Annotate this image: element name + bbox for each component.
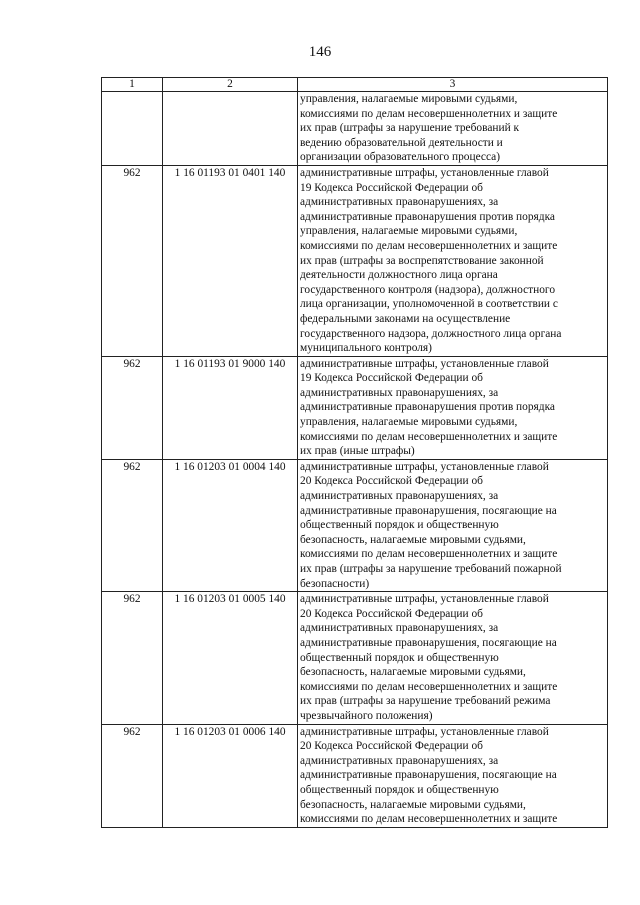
- description-line: безопасность, налагаемые мировыми судьями,: [300, 533, 526, 546]
- description-line: управления, налагаемые мировыми судьями,: [300, 225, 518, 238]
- table-row: [102, 592, 608, 724]
- description-line: их прав (штрафы за воспрепятствование законной: [300, 254, 544, 267]
- description-line: комиссиями по делам несовершеннолетних и защите: [300, 680, 558, 693]
- budget-classification-code-cell: 1 16 01193 01 9000 140: [163, 356, 298, 459]
- description-line: 20 Кодекса Российской Федерации об: [300, 607, 483, 620]
- admin-code-cell: 962: [102, 724, 163, 827]
- description-line: государственного надзора, должностного лица органа: [300, 327, 562, 340]
- description-line: муниципального контроля): [300, 342, 432, 355]
- description-line: административных правонарушениях, за: [300, 754, 499, 767]
- description-line: государственного контроля (надзора), должностного: [300, 283, 556, 296]
- table-row: [102, 165, 608, 356]
- budget-classification-code-cell: 1 16 01203 01 0006 140: [163, 724, 298, 827]
- description-line: ведению образовательной деятельности и: [300, 136, 503, 149]
- description-line: общественный порядок и общественную: [300, 651, 499, 664]
- table-header-row: [102, 78, 608, 92]
- budget-classification-code-cell: 1 16 01203 01 0004 140: [163, 459, 298, 591]
- description-line: административных правонарушениях, за: [300, 386, 499, 399]
- description-line: лица организации, уполномоченной в соответствии с: [300, 298, 558, 311]
- description-cell: [298, 592, 608, 724]
- column-header-1: 1: [102, 78, 163, 92]
- admin-code-cell: 962: [102, 165, 163, 356]
- description-line: организации образовательного процесса): [300, 151, 501, 164]
- budget-codes-table: [101, 77, 608, 828]
- table-row: [102, 92, 608, 166]
- description-line: административные правонарушения против порядка: [300, 210, 555, 223]
- description-line: их прав (штрафы за нарушение требований к: [300, 122, 520, 135]
- description-line: 19 Кодекса Российской Федерации об: [300, 372, 483, 385]
- table-row: [102, 459, 608, 591]
- description-line: чрезвычайного положения): [300, 709, 433, 722]
- admin-code-cell: 962: [102, 592, 163, 724]
- description-line: комиссиями по делам несовершеннолетних и защите: [300, 430, 558, 443]
- description-line: административные правонарушения против порядка: [300, 401, 555, 414]
- description-line: их прав (иные штрафы): [300, 445, 415, 458]
- description-cell: [298, 459, 608, 591]
- page-number: 146: [308, 44, 332, 60]
- description-line: административных правонарушениях, за: [300, 622, 499, 635]
- description-cell: [298, 165, 608, 356]
- column-header-3: 3: [298, 78, 608, 92]
- budget-classification-code-cell: [163, 92, 298, 166]
- admin-code-cell: 962: [102, 356, 163, 459]
- description-line: комиссиями по делам несовершеннолетних и защите: [300, 239, 558, 252]
- description-line: безопасность, налагаемые мировыми судьями,: [300, 666, 526, 679]
- column-header-2: 2: [163, 78, 298, 92]
- description-line: административные штрафы, установленные главой: [300, 593, 549, 606]
- description-line: административные правонарушения, посягающие на: [300, 636, 557, 649]
- description-line: 20 Кодекса Российской Федерации об: [300, 740, 483, 753]
- table-row: [102, 356, 608, 459]
- description-line: административные штрафы, установленные главой: [300, 725, 549, 738]
- description-line: управления, налагаемые мировыми судьями,: [300, 416, 518, 429]
- description-line: административные правонарушения, посягающие на: [300, 769, 557, 782]
- description-line: административные штрафы, установленные главой: [300, 166, 549, 179]
- budget-classification-code-cell: 1 16 01203 01 0005 140: [163, 592, 298, 724]
- table-row: [102, 724, 608, 827]
- description-cell: [298, 92, 608, 166]
- description-line: комиссиями по делам несовершеннолетних и защите: [300, 107, 558, 120]
- description-line: общественный порядок и общественную: [300, 783, 499, 796]
- description-line: 20 Кодекса Российской Федерации об: [300, 475, 483, 488]
- description-line: административных правонарушениях, за: [300, 196, 499, 209]
- description-line: их прав (штрафы за нарушение требований режима: [300, 695, 551, 708]
- description-line: безопасность, налагаемые мировыми судьями,: [300, 798, 526, 811]
- budget-classification-code-cell: 1 16 01193 01 0401 140: [163, 165, 298, 356]
- description-line: административные штрафы, установленные главой: [300, 460, 549, 473]
- table-body: [102, 92, 608, 828]
- description-line: деятельности должностного лица органа: [300, 269, 498, 282]
- description-line: комиссиями по делам несовершеннолетних и защите: [300, 813, 558, 826]
- description-line: комиссиями по делам несовершеннолетних и защите: [300, 548, 558, 561]
- description-line: безопасности): [300, 577, 370, 590]
- description-line: их прав (штрафы за нарушение требований пожарной: [300, 563, 562, 575]
- description-line: административные штрафы, установленные главой: [300, 357, 549, 370]
- description-line: административных правонарушениях, за: [300, 490, 499, 503]
- description-line: общественный порядок и общественную: [300, 519, 499, 532]
- description-cell: [298, 356, 608, 459]
- admin-code-cell: 962: [102, 459, 163, 591]
- description-line: административные правонарушения, посягающие на: [300, 504, 557, 517]
- description-cell: [298, 724, 608, 827]
- admin-code-cell: [102, 92, 163, 166]
- description-line: 19 Кодекса Российской Федерации об: [300, 181, 483, 194]
- description-line: федеральными законами на осуществление: [300, 312, 511, 325]
- description-line: управления, налагаемые мировыми судьями,: [300, 93, 518, 105]
